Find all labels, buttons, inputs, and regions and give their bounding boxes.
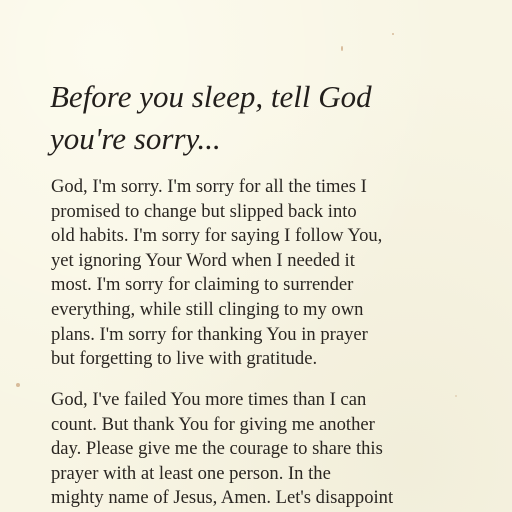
prayer-paragraph-2: God, I've failed You more times than I can count. But thank You for giving me another day. Please give me the courage to share this prayer with at least one person. In the mighty name of Jesus, Amen. Let's disappoint xyxy=(51,389,394,509)
paper-speck xyxy=(341,46,343,51)
paper-speck xyxy=(392,33,394,35)
paper-speck xyxy=(16,383,20,387)
prayer-paragraph-1: God, I'm sorry. I'm sorry for all the times I promised to change but slipped back into old habits. I'm sorry for saying I follow You, yet ignoring Your Word when I needed it most. I'm sorry for claiming to surrender everything, while still clinging to my own plans. I'm sorry for thanking You in prayer but forgetting to live with gratitude. xyxy=(51,176,383,370)
page-title: Before you sleep, tell God you're sorry... xyxy=(50,79,372,156)
